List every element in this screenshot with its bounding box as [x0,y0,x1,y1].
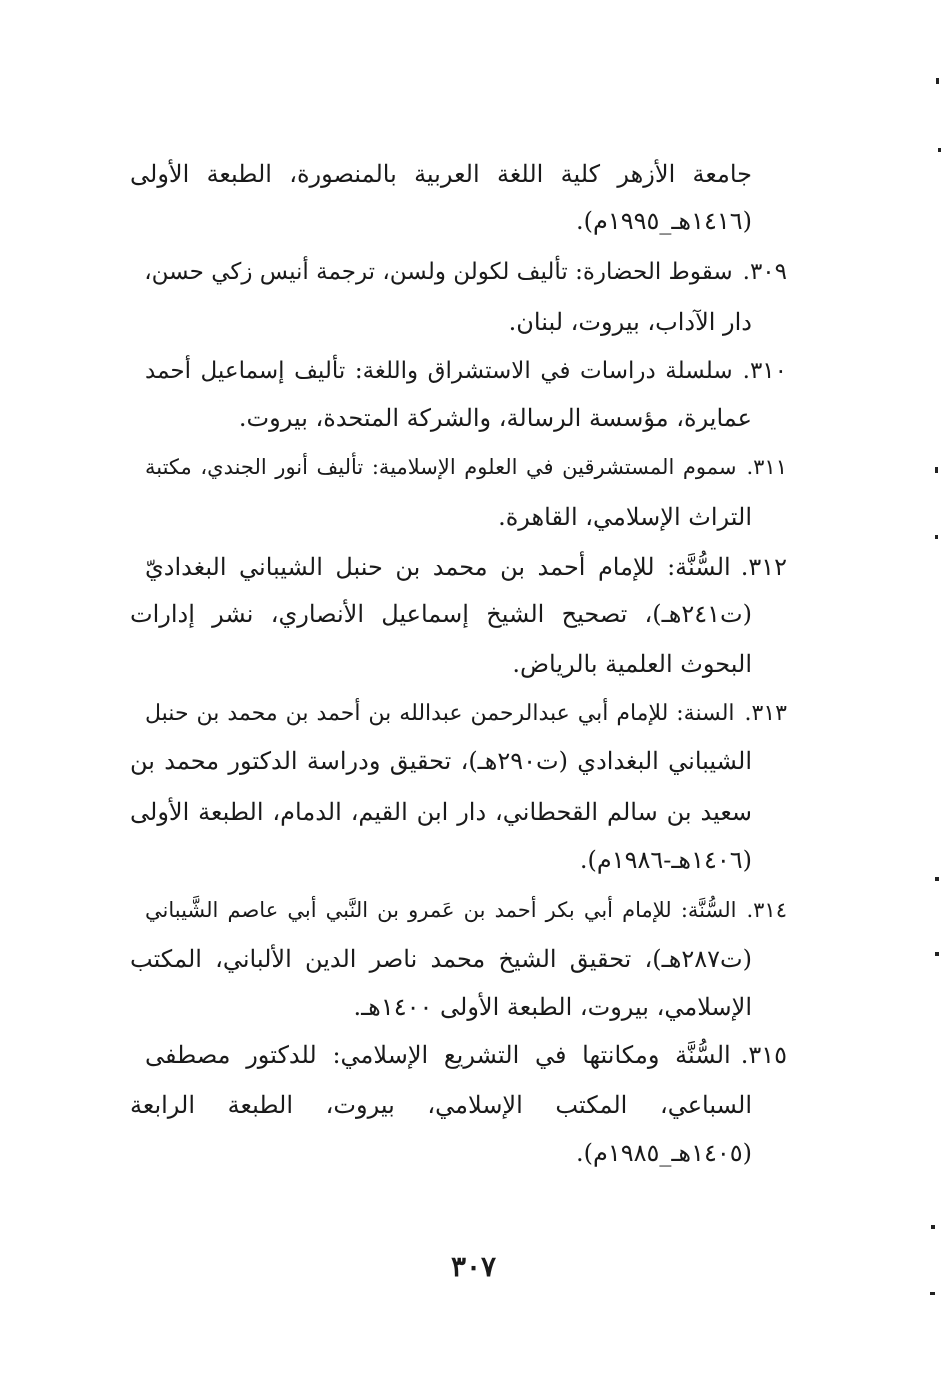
entry-314-line-2: (ت٢٨٧هـ)، تحقيق الشيخ محمد ناصر الدين الألباني، المكتب [130,945,752,973]
entry-text: السُّنَّة: للإمام أحمد بن محمد بن حنبل الشيباني البغداديّ [145,553,731,581]
entry-315-line-1 [145,1038,787,1072]
entry-315-line-3: (١٤٠٥هـ_١٩٨٥م). [575,1139,752,1167]
entry-313-line-3: سعيد بن سالم القحطاني، دار ابن القيم، الدمام، الطبعة الأولى [130,798,752,826]
entry-308-line-1: جامعة الأزهر كلية اللغة العربية بالمنصورة، الطبعة الأولى [130,160,752,188]
scan-mark [931,1225,935,1229]
entry-number: ٣١٠. [742,358,787,384]
entry-310-line-1 [145,354,787,388]
entry-312-line-1 [145,550,787,584]
entry-313-line-1 [145,697,787,731]
entry-312-line-3: البحوث العلمية بالرياض. [512,650,752,678]
entry-314-line-3: الإسلامي، بيروت، الطبعة الأولى ١٤٠٠هـ. [353,993,752,1021]
entry-313-line-4: (١٤٠٦هـ-١٩٨٦م). [579,846,752,874]
entry-text: سقوط الحضارة: تأليف لكولن ولسن، ترجمة أنيس زكي حسن، [144,259,733,285]
entry-311-line-2: التراث الإسلامي، القاهرة. [498,503,752,531]
scan-mark [935,952,939,956]
entry-number: ٣١٥. [740,1041,787,1069]
entry-311-line-1 [145,450,787,484]
entry-309-line-2: دار الآداب، بيروت، لبنان. [508,308,752,336]
entry-309-line-1 [145,255,787,289]
scan-mark [935,877,939,881]
scan-mark [935,467,938,473]
entry-312-line-2: (ت٢٤١هـ)، تصحيح الشيخ إسماعيل الأنصاري، نشر إدارات [130,600,752,628]
entry-314-line-1 [145,893,787,927]
entry-313-line-2: الشيباني البغدادي (ت٢٩٠هـ)، تحقيق ودراسة الدكتور محمد بن [130,747,753,775]
scan-mark [938,148,941,152]
entry-308-line-2: (١٤١٦هـ_١٩٩٥م). [575,207,752,235]
entry-number: ٣٠٩. [742,259,787,285]
entry-number: ٣١١. [746,455,787,479]
scan-mark [936,78,939,84]
scan-mark [935,535,938,539]
entry-text: سلسلة دراسات في الاستشراق واللغة: تأليف إسماعيل أحمد [145,358,733,384]
entry-text: السُّنَّة ومكانتها في التشريع الإسلامي: للدكتور مصطفى [145,1041,731,1069]
entry-text: سموم المستشرقين في العلوم الإسلامية: تأليف أنور الجندي، مكتبة [145,455,737,479]
entry-310-line-2: عمايرة، مؤسسة الرسالة، والشركة المتحدة، بيروت. [238,404,752,432]
entry-text: السنة: للإمام أبي عبدالرحمن عبدالله بن أحمد بن محمد بن حنبل [145,701,735,726]
entry-number: ٣١٤. [746,898,787,922]
page-number: ٣٠٧ [450,1250,497,1283]
entry-number: ٣١٣. [744,701,787,726]
entry-315-line-2: السباعي، المكتب الإسلامي، بيروت، الطبعة الرابعة [130,1091,752,1119]
entry-text: السُّنَّة: للإمام أبي بكر أحمد بن عَمرو بن النَّبي أبي عاصم الشَّيباني [145,898,737,922]
scan-mark [930,1292,935,1295]
entry-number: ٣١٢. [740,553,787,581]
